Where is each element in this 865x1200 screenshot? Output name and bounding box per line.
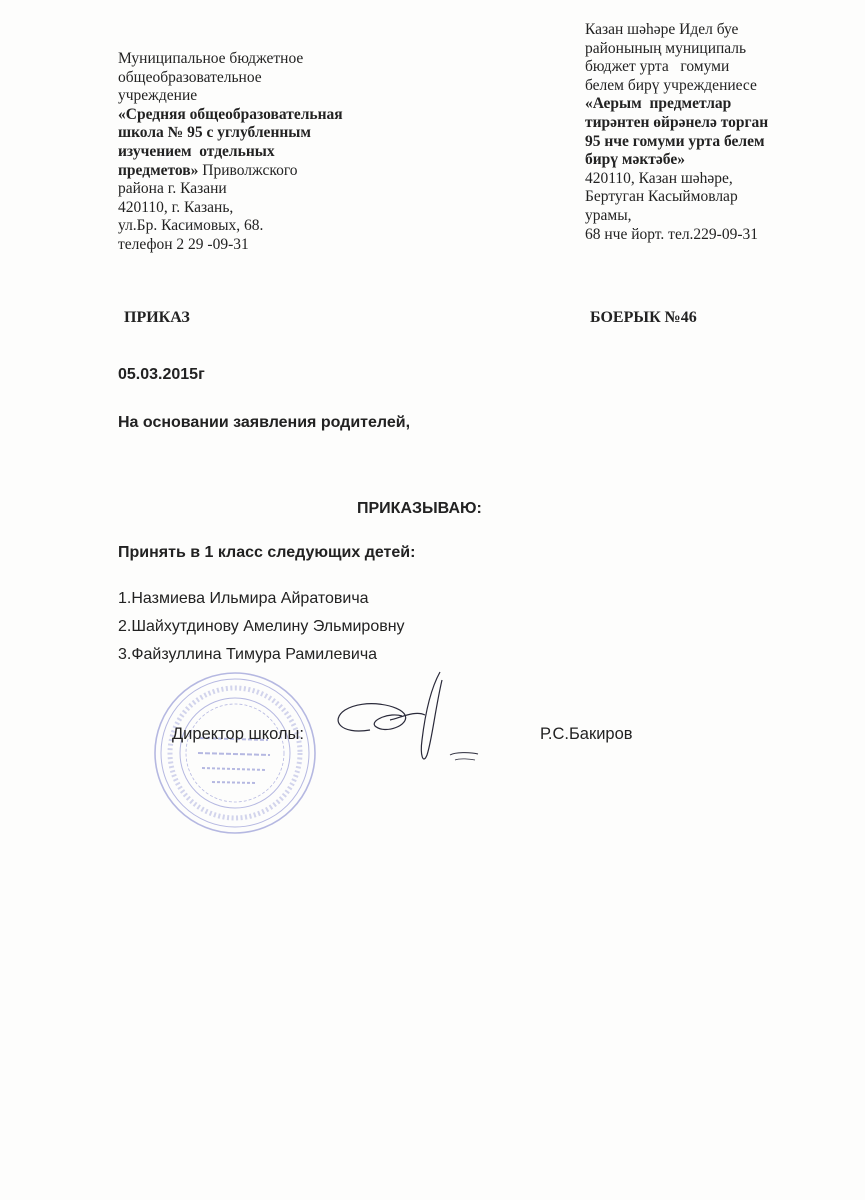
director-signature bbox=[330, 660, 480, 770]
order-basis: На основании заявления родителей, bbox=[118, 414, 411, 431]
order-number: БОЕРЫК №46 bbox=[590, 309, 697, 326]
header-line: школа № 95 с углубленным bbox=[118, 124, 311, 142]
order-command: ПРИКАЗЫВАЮ: bbox=[357, 500, 482, 517]
list-item: 3.Файзуллина Тимура Рамилевича bbox=[118, 646, 378, 663]
school-stamp bbox=[150, 668, 320, 838]
header-bold-part: предметов» bbox=[118, 161, 199, 179]
header-line: 95 нче гомуми урта белем bbox=[585, 132, 765, 150]
school-header-tatar bbox=[585, 21, 768, 244]
header-line: «Аерым предметлар bbox=[585, 95, 732, 113]
header-line: ул.Бр. Касимовых, 68. bbox=[118, 217, 264, 235]
list-item: 2.Шайхутдинову Амелину Эльмировну bbox=[118, 618, 405, 635]
header-line: Бертуган Касыймовлар bbox=[585, 188, 738, 206]
header-line: Казан шәһәре Идел буе bbox=[585, 21, 739, 38]
header-line: 420110, Казан шәһәре, bbox=[585, 169, 733, 187]
header-line: учреждение bbox=[118, 87, 198, 105]
order-title: ПРИКАЗ bbox=[124, 309, 190, 326]
header-line: тирәнтен өйрәнелә торган bbox=[585, 113, 769, 131]
header-line: телефон 2 29 -09-31 bbox=[118, 235, 249, 253]
list-item: 1.Назмиева Ильмира Айратовича bbox=[118, 590, 369, 607]
header-line: района г. Казани bbox=[118, 180, 227, 198]
header-line bbox=[118, 162, 343, 181]
school-header-russian bbox=[118, 50, 343, 255]
director-name: Р.С.Бакиров bbox=[540, 725, 633, 743]
header-line: изучением отдельных bbox=[118, 142, 275, 160]
children-list bbox=[118, 585, 405, 669]
header-line: Муниципальное бюджетное bbox=[118, 50, 304, 67]
header-line: бирү мәктәбе» bbox=[585, 151, 685, 169]
header-line: белем бирү учреждениесе bbox=[585, 76, 757, 94]
header-regular-part: Приволжского bbox=[198, 161, 298, 179]
header-line: 420110, г. Казань, bbox=[118, 198, 234, 216]
order-accept-statement: Принять в 1 класс следующих детей: bbox=[118, 544, 416, 561]
director-label: Директор школы: bbox=[172, 725, 304, 743]
header-line: общеобразовательное bbox=[118, 68, 262, 86]
order-date: 05.03.2015г bbox=[118, 366, 205, 383]
header-line: «Средняя общеобразовательная bbox=[118, 105, 343, 123]
header-line: 68 нче йорт. тел.229-09-31 bbox=[585, 225, 759, 243]
header-line: районының муниципаль bbox=[585, 39, 747, 57]
header-line: бюджет урта гомуми bbox=[585, 58, 730, 76]
header-line: урамы, bbox=[585, 206, 632, 224]
